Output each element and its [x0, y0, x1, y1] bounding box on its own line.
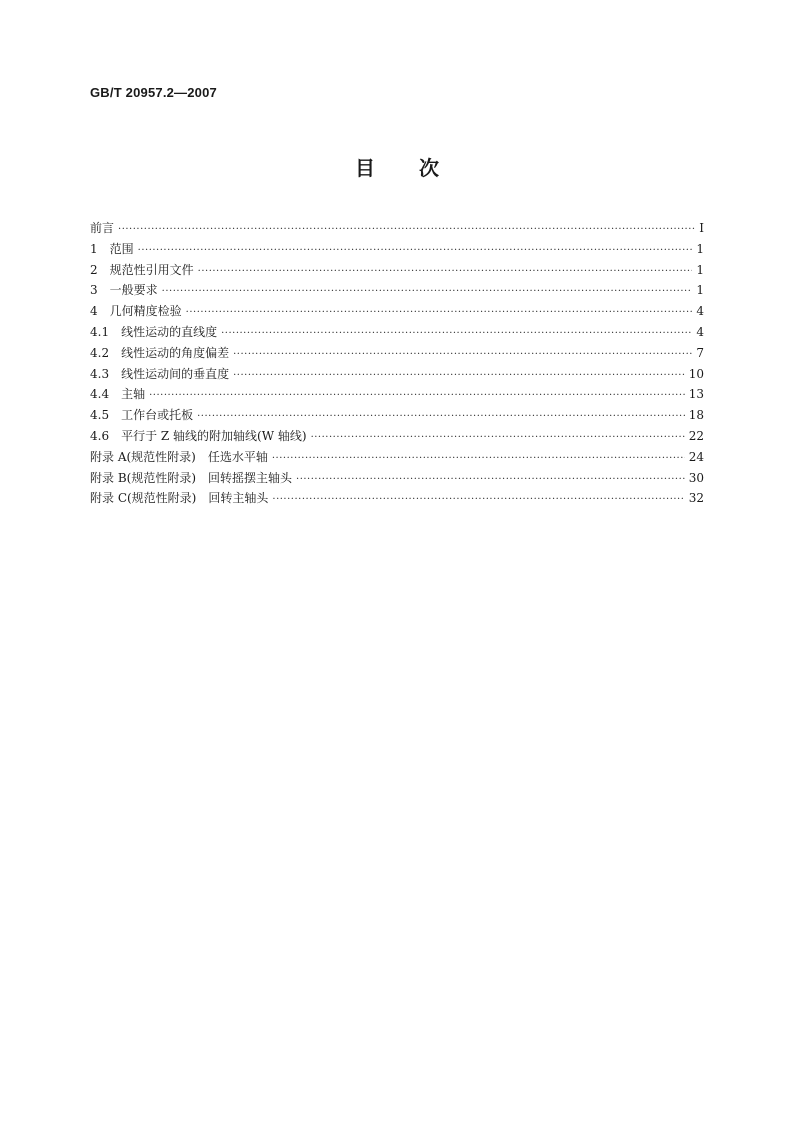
- toc-entry-text: 主轴: [121, 387, 146, 402]
- toc-leader-dots: [138, 241, 693, 262]
- toc-entry-text: 平行于 Z 轴线的附加轴线(W 轴线): [121, 428, 307, 443]
- toc-page-number: 1: [696, 283, 704, 298]
- toc-leader-dots: [162, 282, 693, 303]
- title-char-2: 次: [419, 156, 439, 180]
- toc-leader-dots: [272, 449, 685, 470]
- toc-entry-text: 回转主轴头: [208, 491, 269, 506]
- toc-page-number: 1: [696, 262, 704, 277]
- title-char-1: 目: [355, 156, 375, 180]
- toc-page-number: 24: [688, 449, 704, 464]
- toc-entry-number: 2: [90, 262, 98, 277]
- toc-page-number: 7: [696, 345, 704, 360]
- toc-entry-4-1[interactable]: [90, 322, 704, 343]
- toc-entry-3[interactable]: [90, 280, 704, 301]
- toc-entry-number: 4.5: [90, 408, 110, 423]
- toc-entry-4-4[interactable]: [90, 384, 704, 405]
- toc-page-number: 1: [696, 241, 704, 256]
- toc-entry-number: 4.2: [90, 345, 110, 360]
- toc-entry-preface[interactable]: [90, 218, 704, 239]
- toc-entry-text: 回转摇摆主轴头: [208, 470, 293, 485]
- toc-leader-dots: [272, 490, 684, 511]
- toc-entry-text: 任选水平轴: [207, 449, 268, 464]
- toc-page-number: 10: [688, 366, 704, 381]
- table-of-contents: [90, 218, 704, 509]
- toc-page-number: 22: [688, 428, 704, 443]
- toc-entry-annex-a[interactable]: [90, 447, 704, 468]
- toc-page-number: I: [699, 221, 704, 235]
- toc-entry-number: 附录 A(规范性附录): [90, 449, 196, 464]
- toc-entry-text: 范围: [109, 241, 134, 256]
- toc-entry-4[interactable]: [90, 301, 704, 322]
- toc-page-number: 30: [688, 470, 704, 485]
- toc-entry-number: 附录 C(规范性附录): [90, 491, 197, 506]
- page-title: [0, 152, 794, 181]
- toc-page-number: 13: [688, 387, 704, 402]
- toc-entry-number: 3: [90, 283, 98, 298]
- toc-entry-4-5[interactable]: [90, 405, 704, 426]
- toc-entry-4-2[interactable]: [90, 343, 704, 364]
- toc-leader-dots: [233, 345, 692, 366]
- toc-leader-dots: [221, 324, 692, 345]
- toc-entry-number: 附录 B(规范性附录): [90, 470, 196, 485]
- toc-entry-text: 前言: [90, 221, 115, 235]
- toc-leader-dots: [118, 220, 695, 241]
- standard-number: GB/T 20957.2—2007: [90, 85, 217, 100]
- toc-entry-1[interactable]: [90, 239, 704, 260]
- toc-entry-4-3[interactable]: [90, 364, 704, 385]
- toc-entry-annex-b[interactable]: [90, 468, 704, 489]
- toc-entry-text: 线性运动的角度偏差: [121, 345, 230, 360]
- toc-page-number: 4: [696, 324, 704, 339]
- toc-entry-text: 规范性引用文件: [109, 262, 194, 277]
- toc-entry-number: 4.3: [90, 366, 110, 381]
- toc-entry-number: 4.4: [90, 387, 110, 402]
- toc-leader-dots: [186, 303, 693, 324]
- toc-entry-number: 4.1: [90, 324, 110, 339]
- toc-leader-dots: [197, 407, 685, 428]
- toc-entry-number: 4: [90, 304, 98, 319]
- toc-leader-dots: [233, 366, 685, 387]
- toc-entry-text: 几何精度检验: [109, 304, 182, 319]
- toc-entry-text: 工作台或托板: [121, 408, 194, 423]
- toc-entry-text: 线性运动的直线度: [121, 324, 218, 339]
- toc-leader-dots: [149, 386, 685, 407]
- toc-page-number: 32: [688, 491, 704, 506]
- toc-leader-dots: [198, 262, 693, 283]
- toc-leader-dots: [311, 428, 685, 449]
- toc-entry-2[interactable]: [90, 260, 704, 281]
- toc-entry-number: 1: [90, 241, 98, 256]
- toc-entry-annex-c[interactable]: [90, 488, 704, 509]
- toc-page-number: 4: [696, 304, 704, 319]
- toc-leader-dots: [296, 470, 685, 491]
- toc-entry-text: 一般要求: [109, 283, 158, 298]
- toc-entry-4-6[interactable]: [90, 426, 704, 447]
- toc-entry-number: 4.6: [90, 428, 110, 443]
- toc-page-number: 18: [688, 408, 704, 423]
- toc-entry-text: 线性运动间的垂直度: [121, 366, 230, 381]
